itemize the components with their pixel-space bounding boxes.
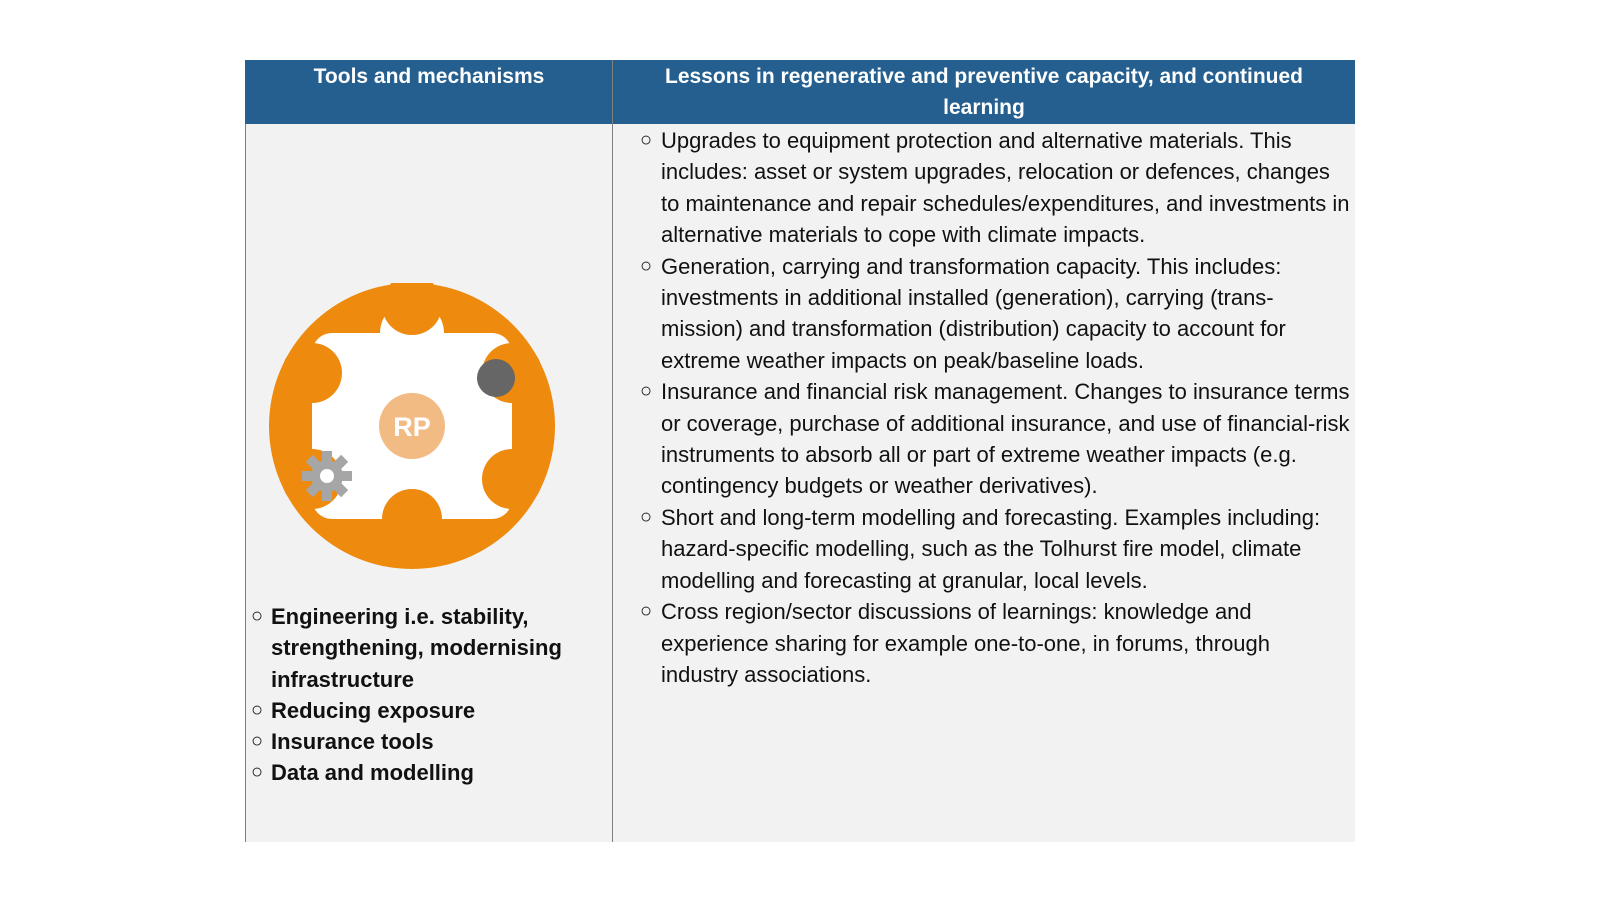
tools-list	[251, 601, 601, 789]
rp-logo-graphic	[269, 283, 555, 569]
tools-item-text: Data and modelling	[271, 760, 474, 786]
header-lessons: Lessons in regenerative and preventive capacity, and continued learning	[665, 65, 1303, 119]
lessons-item-text: Short and long-term modelling and forecasting. Examples including: hazard-specific modelling, such as the Tolhurst fire model, climate modelling and forecasting at granular, local levels.	[661, 504, 1321, 593]
lessons-item-text: Generation, carrying and transformation capacity. This includes: investments in additional installed (generation), carrying (trans-mission) and transformation (distribution) capacity to account for extreme weather impacts on peak/baseline loads.	[661, 253, 1286, 373]
bullet-icon: ○	[640, 380, 653, 403]
header-tools: Tools and mechanisms	[313, 65, 545, 88]
left-border	[245, 124, 246, 842]
bullet-icon: ○	[251, 698, 264, 721]
lessons-item	[640, 376, 1352, 502]
table-header	[245, 60, 1355, 124]
lessons-item-text: Cross region/sector discussions of learnings: knowledge and experience sharing for example one-to-one, in forums, through industry associations.	[661, 599, 1271, 687]
content-table	[245, 60, 1355, 842]
lessons-item-text: Upgrades to equipment protection and alternative materials. This includes: asset or system upgrades, relocation or defences, changes to maintenance and repair schedules/expenditures, and investments in alternative materials to cope with climate impacts.	[661, 128, 1350, 248]
bullet-icon: ○	[640, 254, 653, 277]
lessons-list	[640, 125, 1352, 690]
bullet-icon: ○	[640, 129, 653, 151]
bullet-icon: ○	[251, 761, 264, 784]
bullet-icon: ○	[640, 600, 653, 623]
tools-item	[251, 757, 601, 788]
lessons-item	[640, 251, 1352, 377]
tools-item	[251, 695, 601, 726]
tools-item-text: Insurance tools	[271, 729, 434, 755]
logo-label: RP	[393, 412, 431, 442]
lessons-item-text: Insurance and financial risk management. Changes to insurance terms or coverage, purchase of additional insurance, and use of financial-risk instruments to absorb all or part of extreme weather impacts (e.g. contingency budgets or weather derivatives).	[661, 379, 1350, 499]
bullet-icon: ○	[251, 605, 264, 627]
tools-item	[251, 601, 601, 695]
gear-icon	[302, 451, 352, 501]
logo-dot	[477, 359, 515, 397]
rp-logo	[269, 283, 555, 569]
lessons-item	[640, 125, 1352, 251]
lessons-item	[640, 502, 1352, 596]
tools-item-text: Reducing exposure	[271, 697, 476, 723]
tools-item	[251, 726, 601, 757]
bullet-icon: ○	[640, 505, 653, 528]
tools-item-text: Engineering i.e. stability, strengthening, modernising infrastructure	[271, 604, 562, 692]
column-divider	[612, 60, 613, 842]
lessons-item	[640, 596, 1352, 690]
bullet-icon: ○	[251, 730, 264, 753]
